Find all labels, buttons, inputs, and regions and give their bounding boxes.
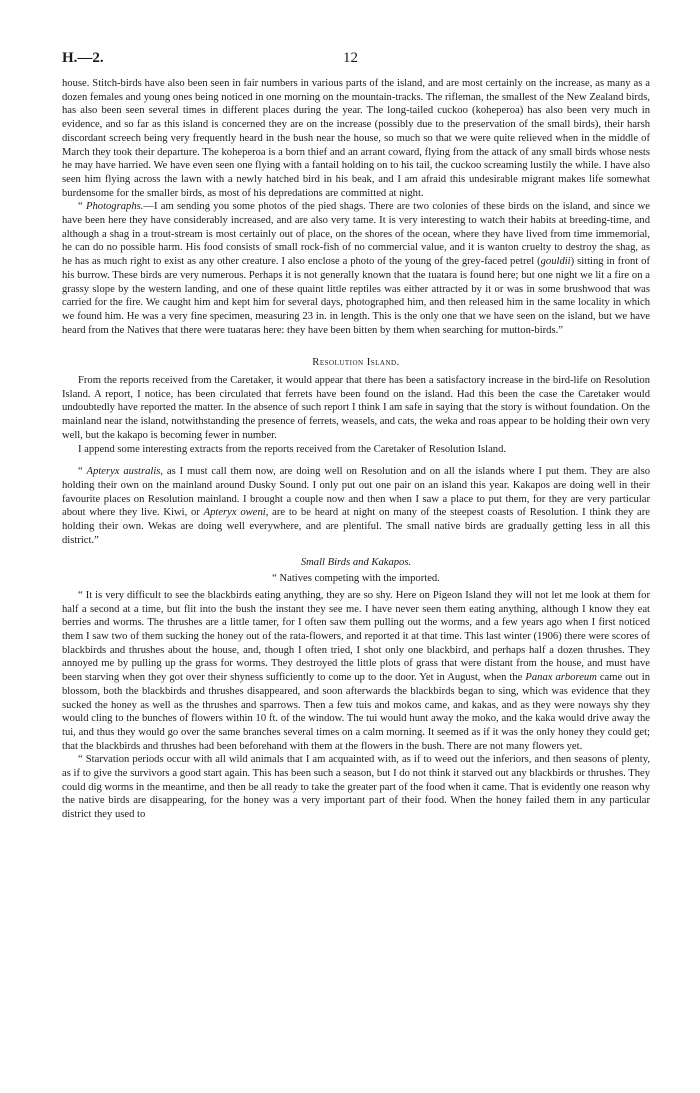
section-subheading-natives: “ Natives competing with the imported. bbox=[272, 573, 440, 585]
paragraph-photographs bbox=[62, 200, 650, 337]
italic-panax-arboreum: Panax arboreum bbox=[525, 672, 597, 684]
open-quote: “ bbox=[78, 466, 87, 478]
paragraph-apteryx bbox=[62, 465, 650, 547]
page-number: 12 bbox=[343, 50, 358, 66]
apteryx-text-2: , are to be heard at night on many of the steepest coasts of Resolution. I think they are holding their own. Wekas are doing well everywhere, and are plentiful. The small native birds are gradually getting less in all this district.” bbox=[62, 507, 650, 546]
paragraph-blackbirds bbox=[62, 589, 650, 753]
document-reference: H.—2. bbox=[62, 50, 104, 66]
paragraph-resolution-report: From the reports received from the Caretaker, it would appear that there has been a satisfactory increase in the bird-life on Resolution Island. A report, I notice, has been circulated that ferrets have been found on the island. Had this been the case the Caretaker would undoubtedly have reported the matter. In the absence of such report I think I am safe in saying that the story is without foundation. On the mainland near the island, notwithstanding the presence of ferrets, weasels, and cats, the weka and roas appear to be holding their own very well, but the kakapo is becoming fewer in number. bbox=[62, 375, 650, 441]
section-heading-small-birds: Small Birds and Kakapos. bbox=[300, 556, 412, 568]
italic-apteryx-australis: Apteryx australis bbox=[86, 466, 161, 478]
italic-apteryx-oweni: Apteryx oweni bbox=[203, 507, 266, 519]
spacer bbox=[62, 337, 650, 346]
section-heading-resolution-island: Resolution Island. bbox=[312, 357, 400, 369]
blackbirds-text-1: “ It is very difficult to see the blackbirds eating anything, they are so shy. Here on Pigeon Island they will not let me look at them for half a second at a time, but flit into the bush the instant they see me. I have never seen them eating anything, although I know they eat berries and worms. The thrushes are a little tamer, for I often saw them pulling out the worms, and a few years ago when I first noticed them I saw two of them sucking the honey out of the rata-flowers, and reported it at that time. This last winter (1906) there were scores of blackbirds and thrushes about the house, and, though I often tried, I shot only one blackbird, and perhaps half a dozen thrushes. They annoyed me by pulling up the grass for worms. They destroyed the little plots of grass that were distant from the house, and must have been starving when they got over their shyness sufficiently to come up to the door. Yet in August, when the bbox=[62, 589, 650, 684]
photographs-text-1: —I am sending you some photos of the pied shags. There are two colonies of these birds on the island, and since we have been here they have considerably increased, and are also very tame. It is very interesting to watch their habits at breeding-time, and although a shag in a trout-stream is most certainly out of place, on the shores of the ocean, where they have lived from time immemorial, he can do no possible harm. His food consists of small rock-fish of no commercial value, and it is wanton cruelty to destroy the shag, as he has as much right to exist as any other creature. I also enclose a photo of the young of the grey-faced petrel ( bbox=[62, 201, 650, 268]
italic-photographs: Photographs. bbox=[86, 201, 144, 213]
italic-gouldii: gouldii bbox=[540, 256, 571, 268]
paragraph-stitch-birds: house. Stitch-birds have also been seen in fair numbers in various parts of the island, and are most certainly on the increase, as many as a dozen females and young ones being noticed in one morning on the mountain-tracks. The rifleman, the smallest of the New Zealand birds, has also been seen several times in different places during the year. The long-tailed cuckoo (koheperoa) has also been very much in evidence, and so far as this island is concerned they are on the increase (possibly due to the preservation of the small birds), their harsh discordant screech being very frequently heard in the bush near the house, so much so that we were quite relieved when in the middle of March they took their departure. The koheperoa is a born thief and an arrant coward, flying from the attack of any small birds whose nests he may have harried. We have even seen one flying with a fantail holding on to his tail, the cuckoo screaming lustily the while. I have also seen him flying across the lawn with a newly hatched bird in his beak, and I am afraid this undesirable migrant makes life somewhat burdensome for the smaller birds, as most of his depredations are committed at night. bbox=[62, 78, 650, 199]
blackbirds-text-2: came out in blossom, both the blackbirds and thrushes disappeared, and soon afterwards the blackbirds began to sing, which was evidence that they sucked the honey as well as the thrushes and sparrows. Then a few tuis and mokos came, and kakas, and as they were noways shy they would cling to the bunches of flowers within 10 ft. of the window. The tui would hunt away the moko, and the kaka would drive away the tui, and thus they would go over the same branches several times on a calm morning. It seemed as if it was the only honey they could get; that the blackbirds and thrushes had been beforehand with them at the flowers in the bush. There are not many flowers yet. bbox=[62, 672, 650, 752]
paragraph-starvation: “ Starvation periods occur with all wild animals that I am acquainted with, as if to weed out the inferiors, and then seasons of plenty, as if to give the survivors a good start again. This has been such a season, but I do not think it starved out any blackbirds or thrushes. They could dig worms in the meantime, and then be all ready to take the greater part of the food when it came. That is evidently one reason why the native birds are disappearing, for the honey was a very important part of their food. When the honey failed them in any particular district they used to bbox=[62, 754, 650, 821]
photographs-text-2: ) sitting in front of his burrow. These birds are very numerous. Perhaps it is not generally known that the tuatara is found here; but one night we lit a fire on a grassy slope by the western landing, and one of these quaint little reptiles was either attracted by it or was in some brushwood that was carried for the fire. We caught him and kept him for several days, photographed him, and then released him in the same locality in which we found him. He was a very fine specimen, measuring 23 in. in length. This is the only one that we have seen on the island, but we have heard from the Natives that there were tuataras here: they have been bitten by them when searching for mutton-birds.” bbox=[62, 256, 650, 336]
body-text bbox=[62, 77, 650, 822]
open-quote: “ bbox=[78, 201, 86, 213]
spacer bbox=[62, 456, 650, 465]
paragraph-append-extracts: I append some interesting extracts from the reports received from the Caretaker of Resolution Island. bbox=[78, 443, 507, 455]
apteryx-text-1: , as I must call them now, are doing well on Resolution and on all the islands where I put them. They are also holding their own on the mainland around Dusky Sound. I only put out one pair on an island this year. Kakapos are doing well in their favourite places on Resolution mainland. I brought a couple now and then when I saw a place to put them, for they are very particular about where they live. Kiwi, or bbox=[62, 466, 650, 519]
